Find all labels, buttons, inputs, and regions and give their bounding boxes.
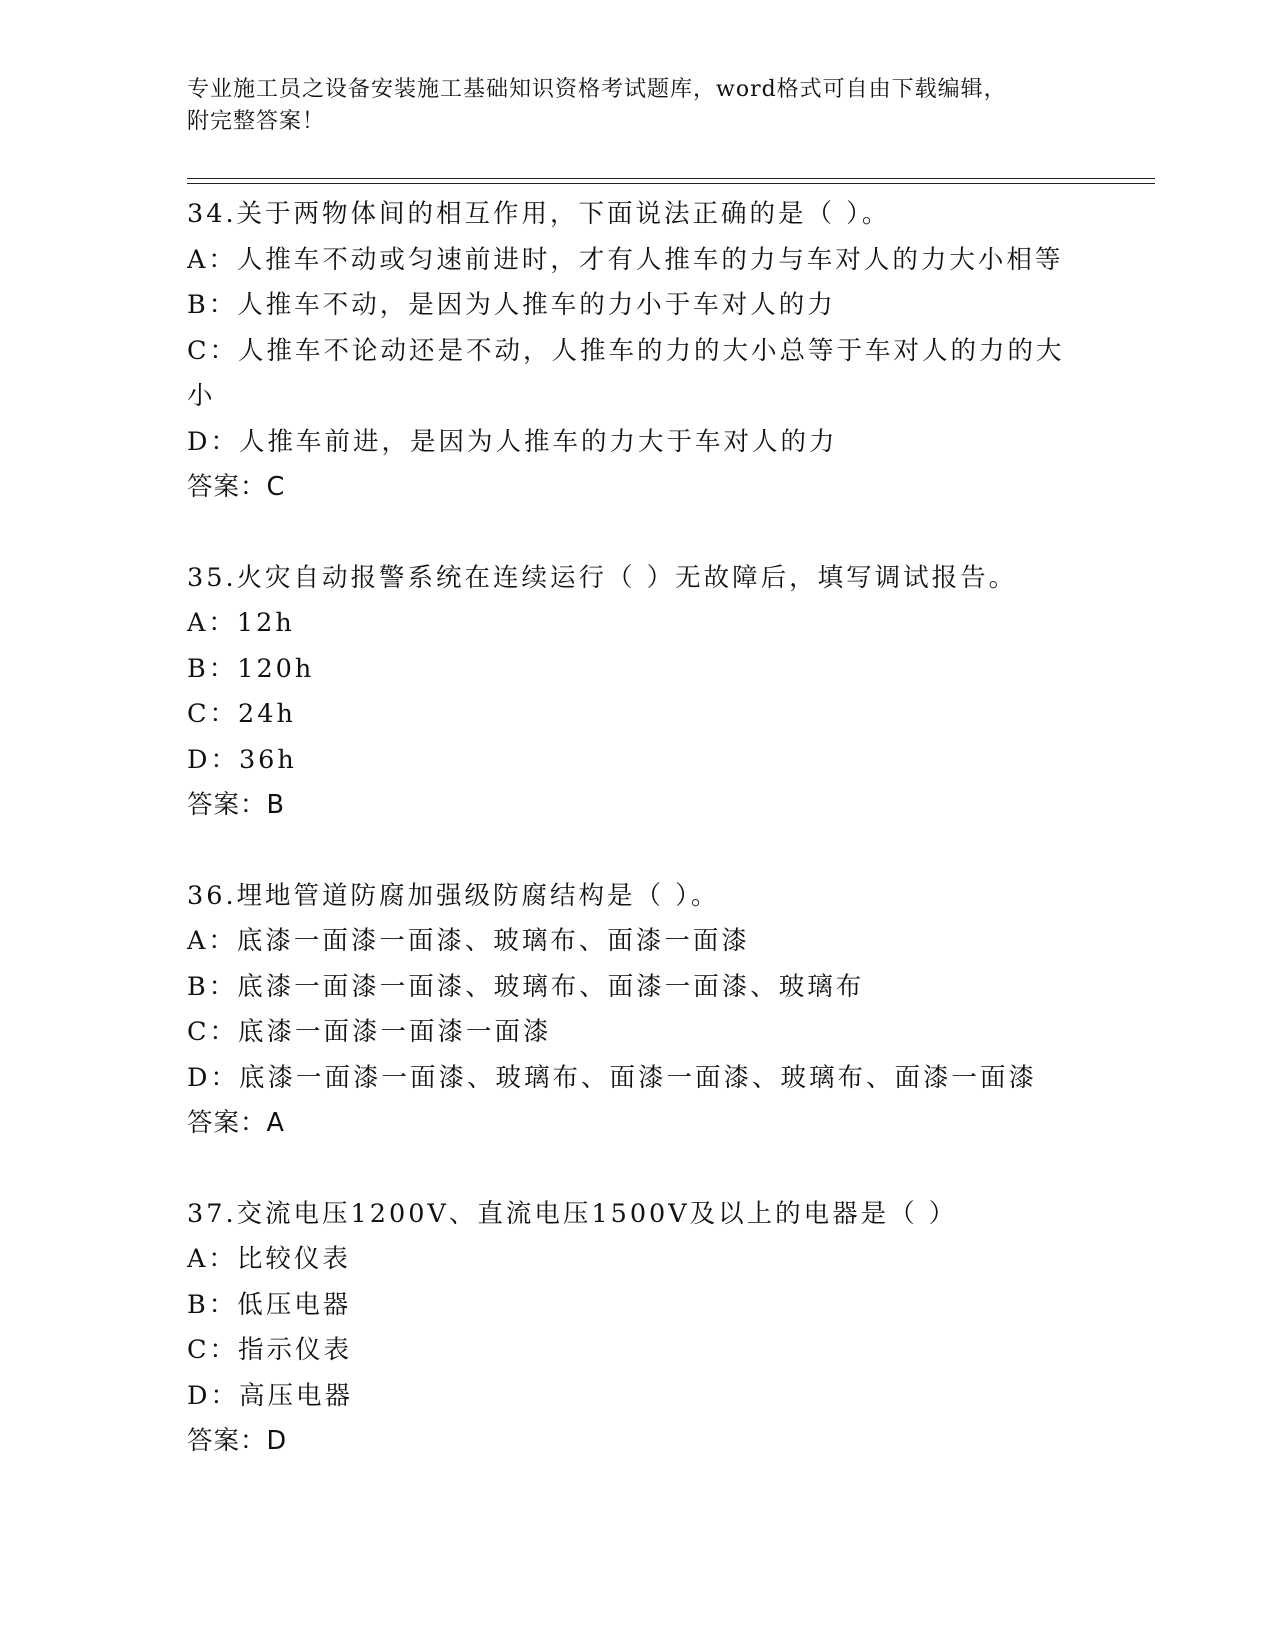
question-stem: 35.火灾自动报警系统在连续运行（ ）无故障后，填写调试报告。 <box>187 562 1018 593</box>
question-stem: 36.埋地管道防腐加强级防腐结构是（ ）。 <box>187 880 720 911</box>
option-b: B：底漆一面漆一面漆、玻璃布、面漆一面漆、玻璃布 <box>187 971 865 1002</box>
option-d: D：底漆一面漆一面漆、玻璃布、面漆一面漆、玻璃布、面漆一面漆 <box>187 1062 1037 1093</box>
option-a: A：比较仪表 <box>187 1244 351 1274</box>
option-b: B：低压电器 <box>187 1289 352 1320</box>
header-line-1: 专业施工员之设备安装施工基础知识资格考试题库，word格式可自由下载编辑， <box>187 77 1007 102</box>
option-c-continued: 小 <box>187 381 216 411</box>
answer: 答案：A <box>187 1108 285 1138</box>
option-b: B：人推车不动，是因为人推车的力小于车对人的力 <box>187 290 836 320</box>
option-a: A：底漆一面漆一面漆、玻璃布、面漆一面漆 <box>187 926 750 956</box>
option-b: B：120h <box>187 653 315 684</box>
option-c: C：人推车不论动还是不动，人推车的力的大小总等于车对人的力的大 <box>187 335 1065 366</box>
question-stem: 37.交流电压1200V、直流电压1500V及以上的电器是（ ） <box>187 1198 958 1229</box>
header-line-2: 附完整答案！ <box>187 109 326 134</box>
option-a: A：12h <box>187 608 295 638</box>
option-a: A：人推车不动或匀速前进时，才有人推车的力与车对人的力大小相等 <box>187 244 1064 275</box>
option-c: C：指示仪表 <box>187 1335 353 1365</box>
answer: 答案：B <box>187 790 285 820</box>
answer: 答案：C <box>187 472 286 502</box>
answer: 答案：D <box>187 1426 288 1456</box>
option-c: C：24h <box>187 699 296 729</box>
option-d: D：人推车前进，是因为人推车的力大于车对人的力 <box>187 426 838 457</box>
question-37 <box>187 1192 1087 1465</box>
question-35 <box>187 556 1087 829</box>
option-d: D：高压电器 <box>187 1380 353 1411</box>
question-34 <box>187 192 1087 511</box>
option-c: C：底漆一面漆一面漆一面漆 <box>187 1017 552 1047</box>
header-divider-bottom <box>187 183 1155 184</box>
header-divider-top <box>187 178 1155 179</box>
question-list <box>187 192 1087 1510</box>
option-d: D：36h <box>187 744 297 775</box>
document-header <box>187 74 1067 138</box>
question-36 <box>187 874 1087 1147</box>
question-stem: 34.关于两物体间的相互作用，下面说法正确的是（ ）。 <box>187 199 891 229</box>
